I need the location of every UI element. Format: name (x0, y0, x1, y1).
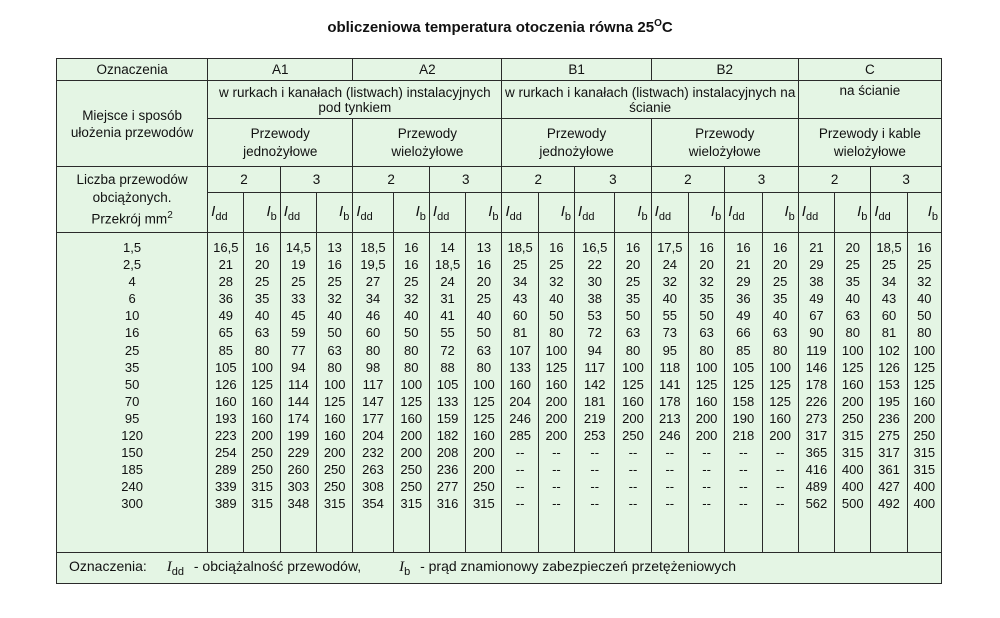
ib-header: $I_b$ (688, 193, 724, 233)
count-cell: 3 (575, 167, 652, 193)
ib-header: $I_b$ (393, 193, 429, 233)
placement-c: na ścianie (798, 81, 941, 119)
idd-header: $I_{dd}$ (502, 193, 538, 233)
ib-values-column: 16 25 32 40 50 80 100 125 160 200 200 200 -- -- -- -- (538, 233, 574, 553)
group-c: C (798, 59, 941, 81)
count-cell: 2 (208, 167, 281, 193)
ib-values-column: 16 16 25 32 40 50 80 80 100 125 160 200 200 250 250 315 (393, 233, 429, 553)
count-cell: 2 (353, 167, 430, 193)
page-title: obliczeniowa temperatura otoczenia równa $25^OC$ (327, 18, 673, 36)
ib-values-column: 16 20 25 35 40 63 80 100 125 160 160 200 250 250 315 315 (244, 233, 280, 553)
ib-header: $I_b$ (835, 193, 871, 233)
count-cell: 3 (725, 167, 799, 193)
ib-header: $I_b$ (762, 193, 798, 233)
idd-header: $I_{dd}$ (208, 193, 244, 233)
cross-section-column: 1,5 2,5 4 6 10 16 25 35 50 70 95 120 150 185 240 300 (57, 233, 208, 553)
placement-a: w rurkach i kanałach (listwach) instalacyjnych pod tynkiem (208, 81, 502, 119)
ib-values-column: 13 16 25 32 40 50 63 80 100 125 160 160 200 250 250 315 (317, 233, 353, 553)
miejsce-header: Miejsce i sposób ułożenia przewodów (57, 81, 208, 167)
idd-header: $I_{dd}$ (353, 193, 393, 233)
idd-values-column: 16 21 29 36 49 66 85 105 125 158 190 218 -- -- -- -- (725, 233, 762, 553)
idd-symbol: $I_{dd}$ (166, 559, 184, 578)
group-b1: B1 (502, 59, 651, 81)
idd-header: $I_{dd}$ (798, 193, 834, 233)
ib-header: $I_b$ (538, 193, 574, 233)
placement-b: w rurkach i kanałach (listwach) instalacyjnych na ścianie (502, 81, 798, 119)
ib-description: - prąd znamionowy zabezpieczeń przetężeniowych (420, 558, 737, 574)
group-a1: A1 (208, 59, 353, 81)
group-b2: B2 (651, 59, 798, 81)
count-cell: 2 (502, 167, 575, 193)
idd-values-column: 17,5 24 32 40 55 73 95 118 141 178 213 246 -- -- -- -- (651, 233, 688, 553)
count-row (57, 167, 942, 193)
idd-values-column: 21 29 38 49 67 90 119 146 178 226 273 317 365 416 489 562 (798, 233, 834, 553)
load-capacity-table (56, 58, 942, 584)
idd-values-column: 14 18,5 24 31 41 55 72 88 105 133 159 182 208 236 277 316 (429, 233, 465, 553)
count-cell: 3 (280, 167, 353, 193)
count-cell: 2 (651, 167, 725, 193)
ib-values-column: 16 20 32 35 50 63 80 100 125 160 200 200 -- -- -- -- (688, 233, 724, 553)
cable-type-b1: Przewody jednożyłowe (502, 119, 651, 167)
idd-header: $I_{dd}$ (429, 193, 465, 233)
ib-values-column: 16 20 25 35 50 63 80 100 125 160 200 250 -- -- -- -- (615, 233, 651, 553)
ib-header: $I_b$ (244, 193, 280, 233)
idd-values-column: 18,5 19,5 27 34 46 60 80 98 117 147 177 204 232 263 308 354 (353, 233, 393, 553)
idd-values-column: 16,5 22 30 38 53 72 94 117 142 181 219 253 -- -- -- -- (575, 233, 615, 553)
footer-legend (57, 553, 942, 584)
oznaczenia-header: Oznaczenia (57, 59, 208, 81)
idd-values-column: 16,5 21 28 36 49 65 85 105 126 160 193 223 254 289 339 389 (208, 233, 244, 553)
idd-header: $I_{dd}$ (651, 193, 688, 233)
idd-header: $I_{dd}$ (575, 193, 615, 233)
ib-header: $I_b$ (907, 193, 941, 233)
footer-label: Oznaczenia: (69, 558, 147, 574)
idd-values-column: 18,5 25 34 43 60 81 107 133 160 204 246 285 -- -- -- -- (502, 233, 538, 553)
idd-header: $I_{dd}$ (280, 193, 316, 233)
cable-type-c: Przewody i kable wielożyłowe (798, 119, 941, 167)
idd-values-column: 14,5 19 25 33 45 59 77 94 114 144 174 199 229 260 303 348 (280, 233, 316, 553)
data-row (57, 233, 942, 553)
ib-values-column: 20 25 35 40 63 80 100 125 160 200 250 315 315 400 400 500 (835, 233, 871, 553)
ib-values-column: 13 16 20 25 40 50 63 80 100 125 125 160 200 200 250 315 (466, 233, 502, 553)
ib-header: $I_b$ (466, 193, 502, 233)
cable-type-a1: Przewody jednożyłowe (208, 119, 353, 167)
placement-row (57, 81, 942, 119)
idd-header: $I_{dd}$ (725, 193, 762, 233)
idd-header: $I_{dd}$ (871, 193, 907, 233)
footer-row (57, 553, 942, 584)
group-a2: A2 (353, 59, 502, 81)
count-cell: 2 (798, 167, 871, 193)
idd-values-column: 18,5 25 34 43 60 81 102 126 153 195 236 275 317 361 427 492 (871, 233, 907, 553)
group-header-row (57, 59, 942, 81)
count-cell: 3 (429, 167, 502, 193)
ib-header: $I_b$ (317, 193, 353, 233)
ib-values-column: 16 20 25 35 40 63 80 100 125 125 160 200 -- -- -- -- (762, 233, 798, 553)
ib-values-column: 16 25 32 40 50 80 100 125 125 160 200 250 315 315 400 400 (907, 233, 941, 553)
ib-symbol: $I_b$ (399, 559, 411, 578)
idd-description: - obciążalność przewodów, (193, 558, 362, 574)
count-cell: 3 (871, 167, 942, 193)
ib-header: $I_b$ (615, 193, 651, 233)
cable-type-b2: Przewody wielożyłowe (651, 119, 798, 167)
cable-type-a2: Przewody wielożyłowe (353, 119, 502, 167)
liczba-header: Liczba przewodów obciążonych. Przekrój $mm^2$ (57, 167, 208, 233)
